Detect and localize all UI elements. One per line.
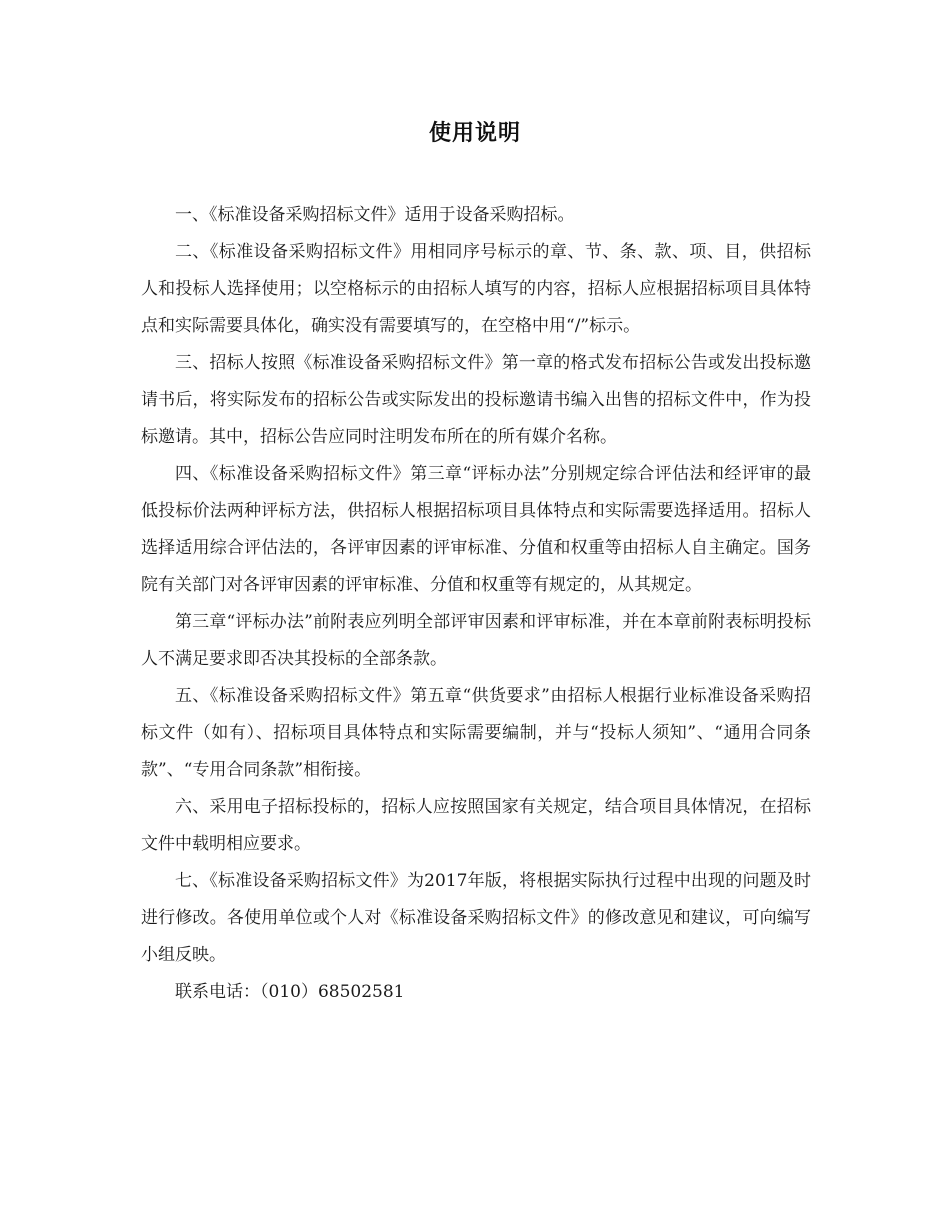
paragraph-4: 四、《标准设备采购招标文件》第三章“评标办法”分别规定综合评估法和经评审的最低投标价法两种评标方法，供招标人根据招标项目具体特点和实际需要选择适用。招标人选择适用综合评估法的，各评审因素的评审标准、分值和权重等由招标人自主确定。国务院有关部门对各评审因素的评审标准、分值和权重等有规定的，从其规定。 <box>141 464 811 595</box>
document-body <box>141 197 811 1011</box>
paragraph-6: 五、《标准设备采购招标文件》第五章“供货要求”由招标人根据行业标准设备采购招标文件（如有）、招标项目具体特点和实际需要编制，并与“投标人须知”、“通用合同条款”、“专用合同条款”相衔接。 <box>141 686 811 780</box>
paragraph-8: 七、《标准设备采购招标文件》为2017年版，将根据实际执行过程中出现的问题及时进行修改。各使用单位或个人对《标准设备采购招标文件》的修改意见和建议，可向编写小组反映。 <box>141 871 811 965</box>
paragraph-1: 一、《标准设备采购招标文件》适用于设备采购招标。 <box>175 205 575 225</box>
contact-phone: 联系电话：（010）68502581 <box>175 982 405 1002</box>
paragraph-3: 三、招标人按照《标准设备采购招标文件》第一章的格式发布招标公告或发出投标邀请书后，将实际发布的招标公告或实际发出的投标邀请书编入出售的招标文件中，作为投标邀请。其中，招标公告应同时注明发布所在的所有媒介名称。 <box>141 353 811 447</box>
paragraph-2: 二、《标准设备采购招标文件》用相同序号标示的章、节、条、款、项、目，供招标人和投标人选择使用；以空格标示的由招标人填写的内容，招标人应根据招标项目具体特点和实际需要具体化，确实没有需要填写的，在空格中用“/”标示。 <box>141 242 811 336</box>
page-title: 使用说明 <box>428 121 521 146</box>
paragraph-7: 六、采用电子招标投标的，招标人应按照国家有关规定，结合项目具体情况，在招标文件中载明相应要求。 <box>141 797 811 854</box>
paragraph-5: 第三章“评标办法”前附表应列明全部评审因素和评审标准，并在本章前附表标明投标人不满足要求即否决其投标的全部条款。 <box>141 612 811 669</box>
